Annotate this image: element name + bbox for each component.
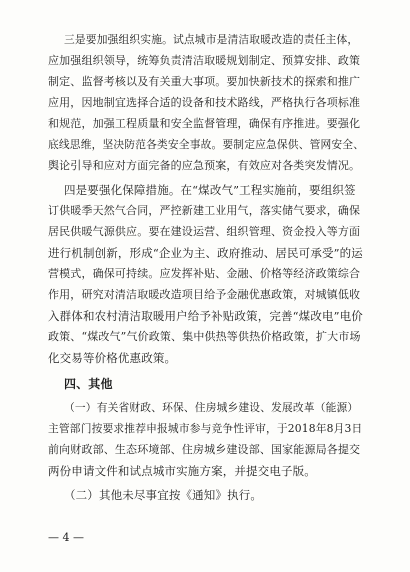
paragraph-4-line-2: 订供暖季天然气合同，严控新建工业用气，落实储气要求，确保 [48, 204, 361, 217]
paragraph-4-line-6: 作用，研究对清洁取暖改造项目给予金融优惠政策，对城镇低收 [48, 288, 361, 301]
paragraph-3-line-7: 舆论引导和应对方面完备的应急预案，有效应对各类突发情况。 [48, 159, 361, 172]
paragraph-4-line-3: 居民供暖气源供应。要在建设运营、组织管理、资金投入等方面 [48, 225, 361, 238]
paragraph-3-line-1: 三是要加强组织实施。试点城市是清洁取暖改造的责任主体， [64, 33, 359, 46]
item-1-line-3: 前向财政部、生态环境部、住房城乡建设部、国家能源局各提交 [48, 443, 361, 456]
item-2-line-1: （二）其他未尽事宜按《通知》执行。 [64, 488, 263, 502]
paragraph-4-line-9: 化交易等价格优惠政策。 [48, 351, 177, 365]
paragraph-4-line-7: 入群体和农村清洁取暖用户给予补贴政策，完善“煤改电”电价 [48, 309, 363, 323]
item-1-line-1: （一）有关省财政、环保、住房城乡建设、发展改革（能源） [64, 401, 359, 414]
paragraph-4-line-1: 四是要强化保障措施。在“煤改气”工程实施前，要组织签 [64, 183, 356, 197]
page-number: — 4 — [48, 531, 84, 544]
item-1-line-2: 主管部门按要求推荐申报城市参与竞争性评审，于2018年8月3日 [48, 422, 363, 435]
paragraph-4-line-8: 政策、“煤改气”气价政策、集中供热等供热价格政策，扩大市场 [48, 330, 361, 343]
paragraph-3-line-4: 应用，因地制宜选择合适的设备和技术路线，严格执行各项标准 [48, 96, 361, 109]
paragraph-3-line-2: 应加强组织领导，统筹负责清洁取暖规划制定、预算安排、政策 [48, 54, 361, 67]
paragraph-4-line-4: 进行机制创新，形成“企业为主、政府推动、居民可承受”的运 [48, 246, 363, 260]
paragraph-3-line-5: 和规范，加强工程质量和安全监督管理，确保有序推进。要强化 [48, 117, 361, 130]
paragraph-3-line-3: 制定、监督考核以及有关重大事项。要加快新技术的探索和推广 [48, 75, 361, 88]
item-1-line-4: 两份申请文件和试点城市实施方案，并提交电子版。 [48, 464, 316, 478]
paragraph-4-line-5: 营模式，确保可持续。应发挥补贴、金融、价格等经济政策综合 [48, 267, 361, 280]
paragraph-3-line-6: 底线思维，坚决防范各类安全事故。要制定应急保供、管网安全、 [48, 138, 365, 151]
section-heading-other: 四、其他 [64, 377, 113, 391]
